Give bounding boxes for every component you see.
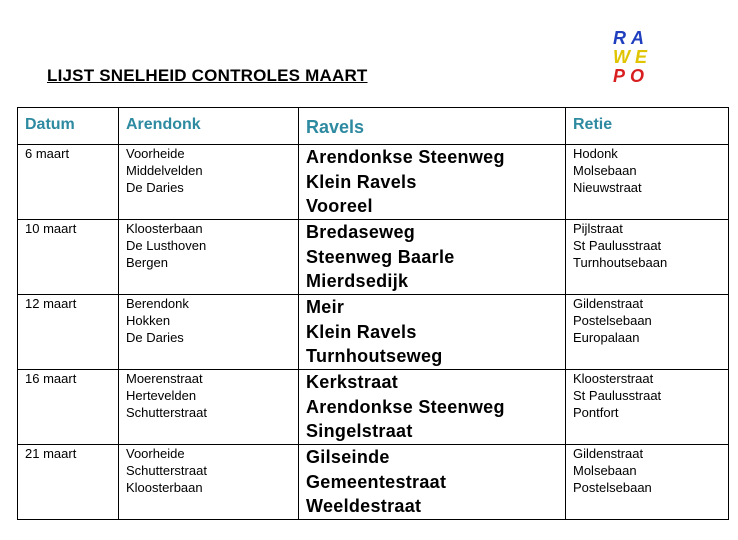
logo-line-3: PO — [613, 66, 650, 86]
retie-cell — [566, 145, 729, 220]
arendonk-cell — [119, 295, 299, 370]
retie-cell — [566, 295, 729, 370]
arendonk-cell — [119, 145, 299, 220]
table-row — [18, 445, 729, 520]
logo-line-2: WE — [613, 47, 652, 67]
column-header-arendonk: Arendonk — [119, 108, 299, 145]
street-name: Molsebaan — [573, 463, 637, 478]
street-name: Singelstraat — [306, 421, 413, 441]
street-name: Pontfort — [573, 405, 619, 420]
street-name: Kloosterbaan — [126, 480, 203, 495]
arendonk-cell — [119, 445, 299, 520]
street-name: Turnhoutsebaan — [573, 255, 668, 270]
street-name: Hertevelden — [126, 388, 197, 403]
table-row — [18, 220, 729, 295]
street-name: Hokken — [126, 313, 171, 328]
table-header-row — [18, 108, 729, 145]
street-name: Voorheide — [126, 146, 185, 161]
street-name: Gildenstraat — [573, 296, 644, 311]
street-name: Kloosterbaan — [126, 221, 203, 236]
retie-cell — [566, 445, 729, 520]
street-name: Klein Ravels — [306, 171, 417, 192]
street-name: Bredaseweg — [306, 222, 416, 242]
street-name: Arendonkse Steenweg — [306, 147, 505, 167]
street-name: Kerkstraat — [306, 372, 399, 392]
street-name: Molsebaan — [573, 163, 637, 178]
street-name: Gemeentestraat — [306, 471, 447, 492]
street-name: Middelvelden — [126, 163, 203, 178]
street-name: Kloosterstraat — [573, 371, 654, 386]
ravels-cell — [299, 370, 566, 445]
table-row — [18, 145, 729, 220]
street-name: Schutterstraat — [126, 405, 207, 420]
ravels-cell — [299, 220, 566, 295]
street-name: De Lusthoven — [126, 238, 207, 253]
date-cell: 12 maart — [18, 295, 119, 370]
ravels-cell — [299, 145, 566, 220]
street-name: Weeldestraat — [306, 496, 422, 516]
date-cell: 16 maart — [18, 370, 119, 445]
date-cell: 21 maart — [18, 445, 119, 520]
street-name: St Paulusstraat — [573, 238, 662, 253]
ravels-cell — [299, 295, 566, 370]
table-row — [18, 295, 729, 370]
column-header-datum: Datum — [18, 108, 119, 145]
date-cell: 6 maart — [18, 145, 119, 220]
street-name: Meir — [306, 297, 345, 317]
street-name: Gildenstraat — [573, 446, 644, 461]
street-name: Vooreel — [306, 196, 373, 216]
street-name: Nieuwstraat — [573, 180, 642, 195]
column-header-retie: Retie — [566, 108, 729, 145]
street-name: Arendonkse Steenweg — [306, 396, 505, 417]
column-header-ravels: Ravels — [299, 108, 566, 145]
table-row — [18, 370, 729, 445]
street-name: Schutterstraat — [126, 463, 207, 478]
street-name: Klein Ravels — [306, 321, 417, 342]
street-name: Berendonk — [126, 296, 189, 311]
street-name: St Paulusstraat — [573, 388, 662, 403]
arendonk-cell — [119, 370, 299, 445]
street-name: De Daries — [126, 330, 184, 345]
street-name: Voorheide — [126, 446, 185, 461]
date-cell: 10 maart — [18, 220, 119, 295]
street-name: Gilseinde — [306, 447, 390, 467]
street-name: De Daries — [126, 180, 184, 195]
street-name: Hodonk — [573, 146, 618, 161]
ravels-cell — [299, 445, 566, 520]
retie-cell — [566, 220, 729, 295]
retie-cell — [566, 370, 729, 445]
street-name: Pijlstraat — [573, 221, 623, 236]
street-name: Postelsebaan — [573, 313, 652, 328]
arendonk-cell — [119, 220, 299, 295]
page-title: LIJST SNELHEID CONTROLES MAART — [47, 66, 368, 85]
street-name: Moerenstraat — [126, 371, 203, 386]
logo-line-1: RA — [613, 28, 649, 48]
street-name: Mierdsedijk — [306, 271, 409, 291]
street-name: Europalaan — [573, 330, 640, 345]
street-name: Steenweg Baarle — [306, 246, 455, 267]
street-name: Bergen — [126, 255, 168, 270]
speed-control-table — [17, 107, 729, 520]
rawepo-logo — [613, 29, 675, 86]
street-name: Turnhoutseweg — [306, 346, 443, 366]
street-name: Postelsebaan — [573, 480, 652, 495]
